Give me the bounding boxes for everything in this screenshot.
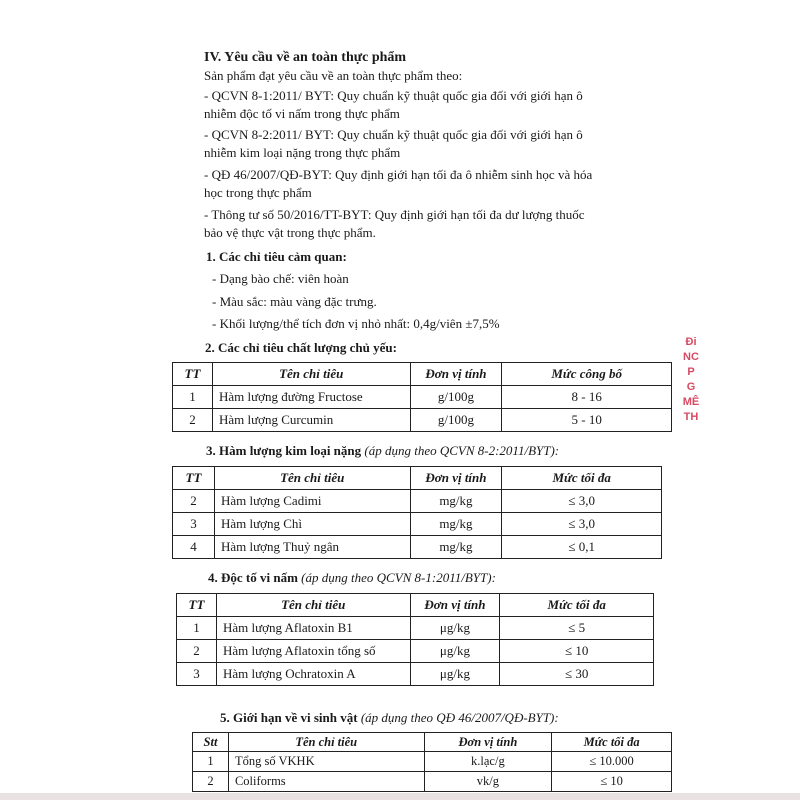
table-row <box>193 752 672 772</box>
table-cell: 8 - 16 <box>502 386 672 409</box>
table-row <box>173 386 672 409</box>
regulation-line: - QĐ 46/2007/QĐ-BYT: Quy định giới hạn tối đa ô nhiễm sinh học và hóa <box>204 167 593 182</box>
table-cell: Hàm lượng đường Fructose <box>212 386 410 409</box>
regulation-line: - QCVN 8-2:2011/ BYT: Quy chuẩn kỹ thuật quốc gia đối với giới hạn ô <box>204 127 583 142</box>
table-cell: μg/kg <box>410 663 500 686</box>
table-cell: ≤ 10 <box>500 640 654 663</box>
header-cell: Mức tối đa <box>502 467 662 490</box>
microbial-title <box>220 710 559 726</box>
stamp-text: P <box>687 366 695 378</box>
table-cell: 2 <box>177 640 217 663</box>
metals-title-text: 3. Hàm lượng kim loại nặng <box>206 443 362 458</box>
header-cell: Stt <box>193 733 229 752</box>
regulation-line: nhiễm độc tố vi nấm trong thực phẩm <box>204 106 400 121</box>
table-cell: Hàm lượng Aflatoxin B1 <box>216 617 410 640</box>
table-cell: g/100g <box>410 386 502 409</box>
table-cell: Hàm lượng Aflatoxin tổng số <box>216 640 410 663</box>
mycotoxin-title-text: 4. Độc tố vi nấm <box>208 570 298 585</box>
sensory-item: - Dạng bào chế: viên hoàn <box>212 271 349 286</box>
header-cell: TT <box>173 467 215 490</box>
table-cell: 1 <box>173 386 213 409</box>
header-cell: Tên chỉ tiêu <box>216 594 410 617</box>
quality-title: 2. Các chỉ tiêu chất lượng chủ yếu: <box>205 340 397 355</box>
table-cell: 1 <box>193 752 229 772</box>
header-cell: Mức tối đa <box>500 594 654 617</box>
table-row <box>173 536 662 559</box>
microbial-table <box>192 732 672 792</box>
page-edge <box>0 793 800 800</box>
table-cell: Hàm lượng Thuỷ ngân <box>214 536 410 559</box>
table-row <box>177 640 654 663</box>
table-cell: mg/kg <box>410 513 502 536</box>
header-cell: Mức công bố <box>502 363 672 386</box>
table-cell: 3 <box>173 513 215 536</box>
table-cell: ≤ 10.000 <box>552 752 672 772</box>
table-cell: 2 <box>193 772 229 792</box>
mycotoxin-table <box>176 593 654 686</box>
metals-note: (áp dụng theo QCVN 8-2:2011/BYT): <box>364 443 560 458</box>
section-title: IV. Yêu cầu về an toàn thực phẩm <box>204 50 407 65</box>
table-row <box>177 617 654 640</box>
sensory-title: 1. Các chỉ tiêu cảm quan: <box>206 249 347 264</box>
table-cell: ≤ 3,0 <box>502 490 662 513</box>
header-cell: Tên chỉ tiêu <box>214 467 410 490</box>
stamp-fragment <box>680 335 702 455</box>
table-cell: ≤ 5 <box>500 617 654 640</box>
table-row <box>173 409 672 432</box>
table-cell: 2 <box>173 490 215 513</box>
stamp-text: G <box>686 381 696 393</box>
regulation-line: học trong thực phẩm <box>204 185 312 200</box>
table-cell: 5 - 10 <box>502 409 672 432</box>
stamp-text: MÊ <box>682 396 700 408</box>
sensory-item: - Khối lượng/thể tích đơn vị nhỏ nhất: 0,4g/viên ±7,5% <box>212 316 500 331</box>
header-cell: Mức tối đa <box>552 733 672 752</box>
section-intro: Sản phẩm đạt yêu cầu về an toàn thực phẩm theo: <box>204 68 463 83</box>
table-cell: Hàm lượng Cadimi <box>214 490 410 513</box>
table-cell: Hàm lượng Chì <box>214 513 410 536</box>
table-cell: 4 <box>173 536 215 559</box>
header-cell: Đơn vị tính <box>424 733 552 752</box>
mycotoxin-title <box>208 570 496 586</box>
table-header-row <box>177 594 654 617</box>
table-cell: ≤ 10 <box>552 772 672 792</box>
metals-table <box>172 466 662 559</box>
table-cell: μg/kg <box>410 617 500 640</box>
stamp-text: NC <box>683 351 699 363</box>
table-cell: Coliforms <box>228 772 424 792</box>
header-cell: Đơn vị tính <box>410 363 502 386</box>
header-cell: Tên chỉ tiêu <box>212 363 410 386</box>
regulation-line: bảo vệ thực vật trong thực phẩm. <box>204 225 376 240</box>
table-cell: mg/kg <box>410 490 502 513</box>
table-cell: g/100g <box>410 409 502 432</box>
header-cell: TT <box>177 594 217 617</box>
header-cell: Tên chỉ tiêu <box>228 733 424 752</box>
table-row <box>193 772 672 792</box>
microbial-note: (áp dụng theo QĐ 46/2007/QĐ-BYT): <box>360 710 559 725</box>
stamp-text: TH <box>683 411 699 423</box>
table-header-row <box>193 733 672 752</box>
header-cell: TT <box>173 363 213 386</box>
table-cell: 1 <box>177 617 217 640</box>
table-row <box>177 663 654 686</box>
table-cell: Tổng số VKHK <box>228 752 424 772</box>
table-header-row <box>173 363 672 386</box>
table-row <box>173 513 662 536</box>
regulation-line: - QCVN 8-1:2011/ BYT: Quy chuẩn kỹ thuật quốc gia đối với giới hạn ô <box>204 88 583 103</box>
table-row <box>173 490 662 513</box>
table-cell: ≤ 30 <box>500 663 654 686</box>
regulation-line: nhiễm kim loại nặng trong thực phẩm <box>204 145 401 160</box>
table-cell: 3 <box>177 663 217 686</box>
table-cell: 2 <box>173 409 213 432</box>
table-header-row <box>173 467 662 490</box>
regulation-line: - Thông tư số 50/2016/TT-BYT: Quy định giới hạn tối đa dư lượng thuốc <box>204 207 585 222</box>
sensory-item: - Màu sắc: màu vàng đặc trưng. <box>212 294 377 309</box>
mycotoxin-note: (áp dụng theo QCVN 8-1:2011/BYT): <box>301 570 496 585</box>
table-cell: ≤ 0,1 <box>502 536 662 559</box>
stamp-text: Đi <box>685 336 697 348</box>
header-cell: Đơn vị tính <box>410 467 502 490</box>
table-cell: vk/g <box>424 772 552 792</box>
table-cell: Hàm lượng Curcumin <box>212 409 410 432</box>
metals-title <box>206 443 559 459</box>
table-cell: k.lạc/g <box>424 752 552 772</box>
table-cell: mg/kg <box>410 536 502 559</box>
quality-table <box>172 362 672 432</box>
table-cell: ≤ 3,0 <box>502 513 662 536</box>
table-cell: μg/kg <box>410 640 500 663</box>
microbial-title-text: 5. Giới hạn về vi sinh vật <box>220 710 358 725</box>
header-cell: Đơn vị tính <box>410 594 500 617</box>
table-cell: Hàm lượng Ochratoxin A <box>216 663 410 686</box>
